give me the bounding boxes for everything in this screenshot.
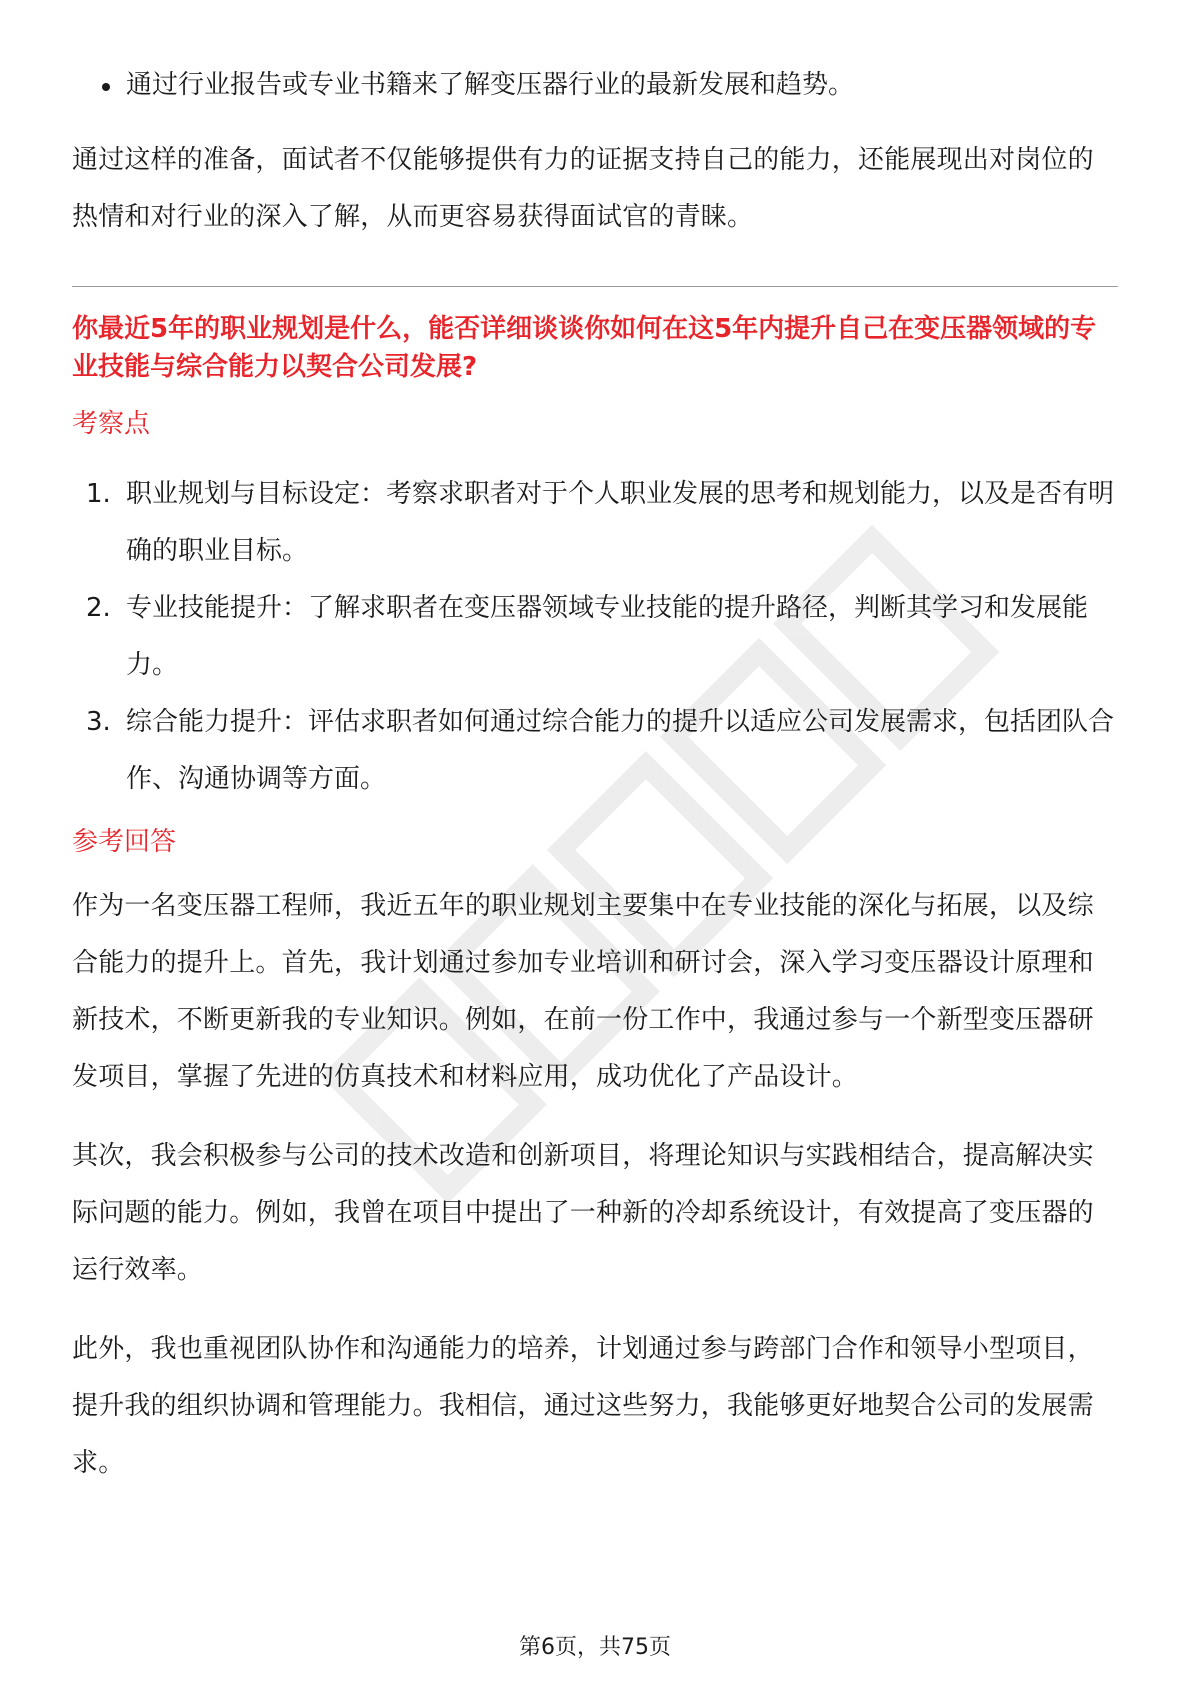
- bullet-list: [72, 58, 1118, 112]
- answer-title: 参考回答: [72, 827, 177, 857]
- list-item: [72, 580, 1118, 694]
- list-item-text: 专业技能提升：了解求职者在变压器领域专业技能的提升路径，判断其学习和发展能力。: [126, 593, 1089, 680]
- page-footer: 第6页，共75页: [519, 1635, 671, 1660]
- bullet-dot-icon: [102, 83, 110, 91]
- bullet-text: 通过行业报告或专业书籍来了解变压器行业的最新发展和趋势。: [126, 70, 855, 100]
- assessment-title: 考察点: [72, 409, 151, 439]
- page-content: [72, 58, 1118, 1492]
- list-item-text: 职业规划与目标设定：考察求职者对于个人职业发展的思考和规划能力，以及是否有明确的职业目标。: [126, 479, 1115, 566]
- list-item: [72, 466, 1118, 580]
- assessment-list: [72, 466, 1118, 808]
- answer-paragraph: 其次，我会积极参与公司的技术改造和创新项目，将理论知识与实践相结合，提高解决实际问题的能力。例如，我曾在项目中提出了一种新的冷却系统设计，有效提高了变压器的运行效率。: [72, 1141, 1094, 1285]
- list-item: [72, 694, 1118, 808]
- list-marker: 1.: [86, 479, 111, 509]
- intro-paragraph: 通过这样的准备，面试者不仅能够提供有力的证据支持自己的能力，还能展现出对岗位的热情和对行业的深入了解，从而更容易获得面试官的青睐。: [72, 145, 1094, 232]
- answer-paragraph: 作为一名变压器工程师，我近五年的职业规划主要集中在专业技能的深化与拓展，以及综合能力的提升上。首先，我计划通过参加专业培训和研讨会，深入学习变压器设计原理和新技术，不断更新我的专业知识。例如，在前一份工作中，我通过参与一个新型变压器研发项目，掌握了先进的仿真技术和材料应用，成功优化了产品设计。: [72, 891, 1094, 1092]
- answer-paragraph: 此外，我也重视团队协作和沟通能力的培养，计划通过参与跨部门合作和领导小型项目，提升我的组织协调和管理能力。我相信，通过这些努力，我能够更好地契合公司的发展需求。: [72, 1334, 1094, 1478]
- question-heading: 你最近5年的职业规划是什么，能否详细谈谈你如何在这5年内提升自己在变压器领域的专业技能与综合能力以契合公司发展?: [72, 314, 1097, 382]
- list-item-text: 综合能力提升：评估求职者如何通过综合能力的提升以适应公司发展需求，包括团队合作、沟通协调等方面。: [126, 707, 1115, 794]
- section-divider: [72, 286, 1118, 287]
- list-marker: 3.: [86, 707, 111, 737]
- bullet-item: [72, 58, 1118, 112]
- list-marker: 2.: [86, 593, 111, 623]
